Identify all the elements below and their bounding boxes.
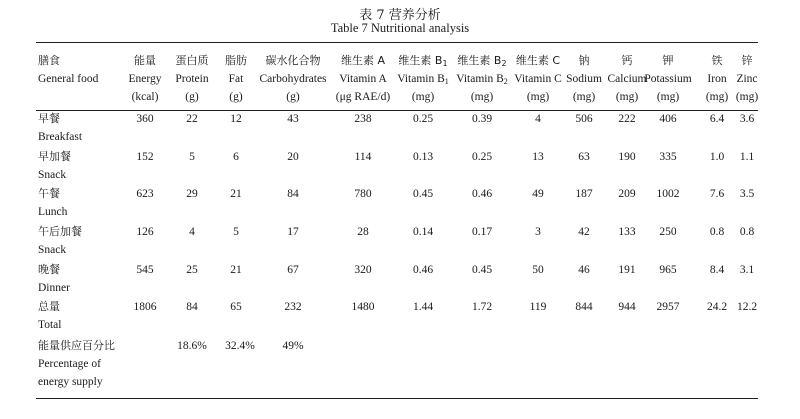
- table-cell: 406: [659, 113, 677, 125]
- table-cell: 42: [578, 226, 590, 238]
- table-cell: 3.5: [739, 188, 755, 200]
- energy-carbohydrates-percent: 49%: [282, 340, 304, 352]
- table-cell: 3.1: [739, 264, 755, 276]
- table-cell: 1480: [351, 301, 375, 313]
- table-cell: 187: [575, 188, 593, 200]
- table-cell: 360: [136, 113, 154, 125]
- table-cell: 84: [186, 301, 198, 313]
- header-en-vitamin-c: Vitamin C: [514, 73, 562, 85]
- header-en-calcium: Calcium: [607, 73, 647, 85]
- table-cell: 250: [659, 226, 677, 238]
- table-cell: 12.2: [736, 301, 758, 313]
- table-cell: 0.14: [412, 226, 434, 238]
- row-label-cn: 午餐: [38, 187, 60, 200]
- header-en-carbohydrates: Carbohydrates: [259, 73, 327, 85]
- header-en-potassium: Potassium: [644, 73, 692, 85]
- header-cn-calcium: 钙: [621, 54, 633, 67]
- table-cell: 65: [230, 301, 242, 313]
- table-cell: 190: [618, 151, 636, 163]
- table-cell: 6.4: [709, 113, 725, 125]
- row-label-en: Lunch: [38, 206, 68, 218]
- table-cell: 0.45: [471, 264, 493, 276]
- table-cell: 29: [186, 188, 198, 200]
- header-cn-potassium: 钾: [662, 54, 674, 67]
- header-en-vitamin-b2: Vitamin $B_2$: [456, 73, 508, 86]
- header-cn-food: 膳食: [38, 54, 60, 67]
- energy-row-label-cn: 能量供应百分比: [38, 339, 115, 352]
- table-cell: 20: [287, 151, 299, 163]
- table-title-english: Table 7 Nutritional analysis: [330, 21, 470, 35]
- table-cell: 22: [186, 113, 198, 125]
- table-cell: 232: [284, 301, 302, 313]
- row-label-en: Dinner: [38, 282, 70, 294]
- header-unit-fat: (g): [229, 91, 243, 103]
- table-cell: 0.17: [471, 226, 493, 238]
- table-cell: 67: [287, 264, 299, 276]
- header-en-vitamin-a: Vitamin A: [339, 73, 387, 85]
- header-en-iron: Iron: [707, 73, 727, 85]
- header-cn-zinc: 锌: [741, 54, 753, 67]
- energy-row-label-en-2: energy supply: [38, 376, 103, 388]
- table-cell: 2957: [656, 301, 680, 313]
- header-unit-vitamin-b1: (mg): [411, 91, 435, 103]
- header-cn-vitamin-b1: 维生素 $B_1$: [398, 54, 448, 68]
- table-cell: 24.2: [706, 301, 728, 313]
- header-en-sodium: Sodium: [566, 73, 602, 85]
- header-cn-fat: 脂肪: [225, 54, 247, 67]
- header-en-fat: Fat: [228, 73, 244, 85]
- table-cell: 320: [354, 264, 372, 276]
- table-cell: 43: [287, 113, 299, 125]
- header-cn-protein: 蛋白质: [175, 54, 209, 67]
- header-unit-carbohydrates: (g): [286, 91, 300, 103]
- table-cell: 1.0: [709, 151, 725, 163]
- table-cell: 4: [535, 113, 541, 125]
- table-cell: 49: [532, 188, 544, 200]
- table-cell: 1806: [133, 301, 157, 313]
- table-cell: 844: [575, 301, 593, 313]
- table-cell: 50: [532, 264, 544, 276]
- header-en-zinc: Zinc: [736, 73, 758, 85]
- header-cn-sodium: 钠: [578, 54, 590, 67]
- table-cell: 63: [578, 151, 590, 163]
- table-cell: 25: [186, 264, 198, 276]
- row-label-cn: 早餐: [38, 112, 60, 125]
- table-cell: 5: [189, 151, 195, 163]
- table-top-rule: [36, 42, 758, 43]
- header-unit-vitamin-a: (μg RAE/d): [335, 91, 391, 103]
- table-cell: 3: [535, 226, 541, 238]
- table-cell: 0.13: [412, 151, 434, 163]
- row-label-en: Total: [38, 319, 62, 331]
- table-cell: 21: [230, 264, 242, 276]
- table-cell: 5: [233, 226, 239, 238]
- header-unit-iron: (mg): [705, 91, 729, 103]
- table-cell: 46: [578, 264, 590, 276]
- header-en-energy: Energy: [128, 73, 162, 85]
- table-cell: 238: [354, 113, 372, 125]
- table-cell: 944: [618, 301, 636, 313]
- table-cell: 28: [357, 226, 369, 238]
- table-cell: 114: [354, 151, 372, 163]
- table-cell: 1.44: [412, 301, 434, 313]
- header-unit-sodium: (mg): [572, 91, 596, 103]
- header-en-food: General food: [38, 73, 99, 85]
- table-cell: 222: [618, 113, 636, 125]
- table-cell: 0.25: [412, 113, 434, 125]
- table-cell: 119: [529, 301, 547, 313]
- table-cell: 7.6: [709, 188, 725, 200]
- header-cn-iron: 铁: [711, 54, 723, 67]
- header-unit-vitamin-c: (mg): [526, 91, 550, 103]
- table-cell: 152: [136, 151, 154, 163]
- table-cell: 12: [230, 113, 242, 125]
- table-cell: 84: [287, 188, 299, 200]
- table-bottom-rule: [36, 398, 758, 399]
- header-cn-vitamin-c: 维生素 C: [515, 54, 561, 67]
- table-cell: 0.8: [739, 226, 755, 238]
- table-cell: 335: [659, 151, 677, 163]
- table-cell: 545: [136, 264, 154, 276]
- header-unit-zinc: (mg): [735, 91, 759, 103]
- row-label-cn: 早加餐: [38, 150, 71, 163]
- table-cell: 0.45: [412, 188, 434, 200]
- header-unit-potassium: (mg): [656, 91, 680, 103]
- row-label-en: Snack: [38, 169, 67, 181]
- table-cell: 191: [618, 264, 636, 276]
- table-cell: 3.6: [739, 113, 755, 125]
- row-label-cn: 午后加餐: [38, 225, 82, 238]
- table-cell: 0.46: [471, 188, 493, 200]
- header-unit-vitamin-b2: (mg): [470, 91, 494, 103]
- table-cell: 8.4: [709, 264, 725, 276]
- table-cell: 506: [575, 113, 593, 125]
- table-cell: 1.72: [471, 301, 493, 313]
- header-cn-carbohydrates: 碳水化合物: [265, 54, 321, 67]
- table-cell: 965: [659, 264, 677, 276]
- table-cell: 21: [230, 188, 242, 200]
- table-cell: 4: [189, 226, 195, 238]
- energy-protein-percent: 18.6%: [177, 340, 207, 352]
- header-cn-vitamin-a: 维生素 A: [340, 54, 386, 67]
- table-cell: 0.25: [471, 151, 493, 163]
- table-cell: 0.8: [709, 226, 725, 238]
- header-unit-protein: (g): [185, 91, 199, 103]
- table-cell: 1.1: [739, 151, 755, 163]
- table-cell: 209: [618, 188, 636, 200]
- table-cell: 13: [532, 151, 544, 163]
- table-cell: 17: [287, 226, 299, 238]
- row-label-en: Breakfast: [38, 131, 83, 143]
- table-cell: 1002: [656, 188, 680, 200]
- row-label-en: Snack: [38, 244, 67, 256]
- table-cell: 623: [136, 188, 154, 200]
- table-cell: 780: [354, 188, 372, 200]
- table-cell: 126: [136, 226, 154, 238]
- energy-fat-percent: 32.4%: [225, 340, 255, 352]
- table-title-chinese: 表 7 营养分析: [359, 8, 441, 23]
- header-unit-energy: (kcal): [131, 91, 159, 103]
- header-cn-vitamin-b2: 维生素 $B_2$: [457, 54, 507, 68]
- energy-row-label-en-1: Percentage of: [38, 358, 101, 370]
- table-cell: 133: [618, 226, 636, 238]
- table-cell: 6: [233, 151, 239, 163]
- header-unit-calcium: (mg): [615, 91, 639, 103]
- header-en-protein: Protein: [175, 73, 209, 85]
- row-label-cn: 晚餐: [38, 263, 60, 276]
- table-cell: 0.46: [412, 264, 434, 276]
- row-label-cn: 总量: [38, 300, 60, 313]
- table-cell: 0.39: [471, 113, 493, 125]
- header-en-vitamin-b1: Vitamin $B_1$: [397, 73, 449, 86]
- header-cn-energy: 能量: [134, 54, 156, 67]
